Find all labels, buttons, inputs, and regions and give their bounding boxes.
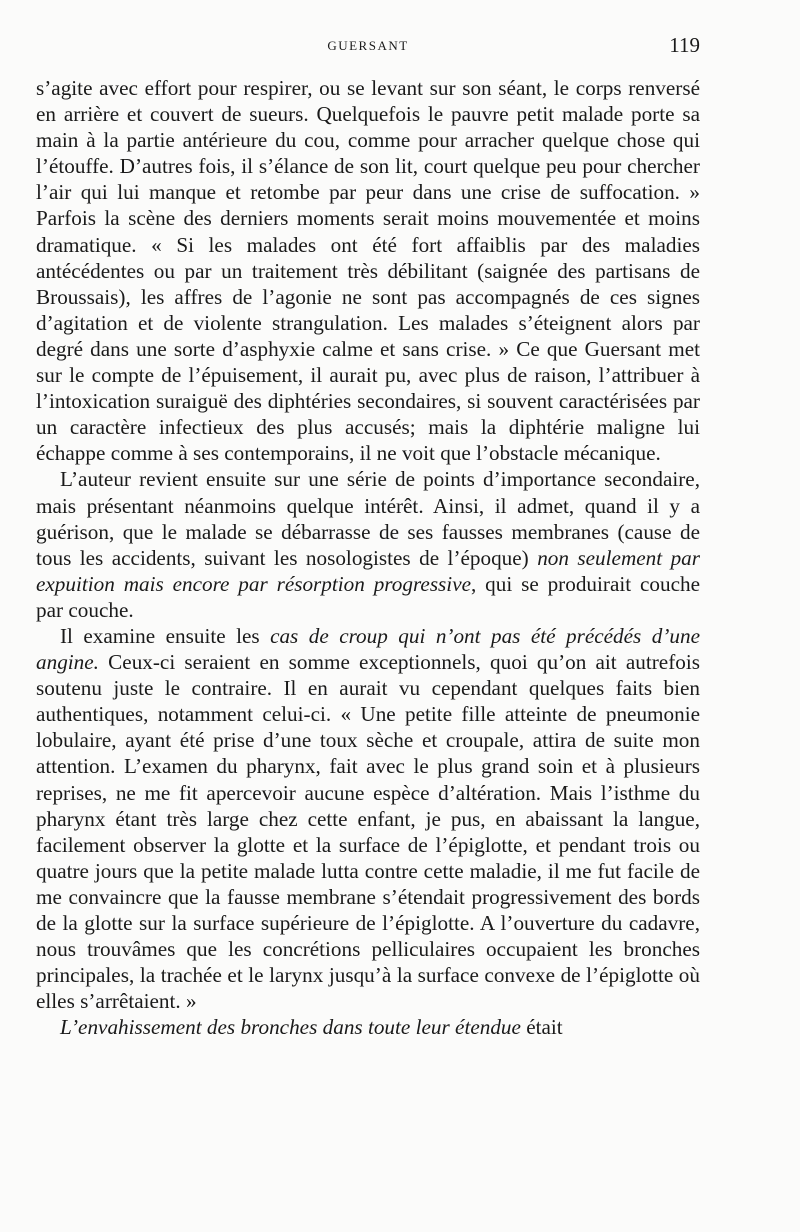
page-number: 119 <box>669 33 700 57</box>
running-title: GUERSANT <box>327 38 409 53</box>
text-run: , qui se produirait couche par couche. <box>36 571 700 622</box>
italic-run: L’envahissement des bronches dans toute leur étendue <box>60 1015 521 1040</box>
italic-run: non seulement par expuition mais encore par résorption progressive <box>36 545 700 596</box>
italic-run: cas de croup qui n’ont pas été précédés d’une angine. <box>36 623 700 675</box>
paragraph <box>36 1014 700 1040</box>
body-text <box>36 75 700 1040</box>
running-header <box>36 34 700 58</box>
paragraph <box>36 75 700 466</box>
text-run: Il examine ensuite les <box>60 623 271 648</box>
text-run: s’agite avec effort pour respirer, ou se levant sur son séant, le corps renversé en arrière et couvert de sueurs. Quelquefois le pauvre petit malade porte sa main à la partie antérieure du cou, comme pour arracher quelque chose qui l’étouffe. D’autres fois, il s’élance de son lit, court quelque peu pour chercher l’air qui lui manque et retombe par peur dans une crise de suffocation. » Parfois la scène des derniers moments serait moins mouvementée et moins dramatique. « Si les malades ont été fort affaiblis par des maladies antécédentes ou par un traitement très débilitant (saignée des partisans de Broussais), les affres de l’agonie ne sont pas accompagnés de ces signes d’agitation et de violente strangulation. Les malades s’éteignent alors par degré dans une sorte d’asphyxie calme et sans crise. » Ce que Guersant met sur le compte de l’épuisement, il aurait pu, avec plus de raison, l’attribuer à l’intoxication suraiguë des diphtéries secondaires, si souvent caractérisées par un caractère infectieux des plus accusés; mais la diphtérie maligne lui échappe comme à ses contemporains, il ne voit que l’obstacle mécanique. <box>36 76 700 466</box>
text-run: était <box>520 1015 563 1040</box>
text-run: Ceux-ci seraient en somme exceptionnels, quoi qu’on ait autrefois soutenu juste le contraire. Il en aurait vu cependant quelques faits bien authentiques, notamment celui-ci. « Une petite fille atteinte de pneumonie lobulaire, ayant été prise d’une toux sèche et croupale, attira de suite mon attention. L’examen du pharynx, fait avec le plus grand soin et à plusieurs reprises, ne me fit apercevoir aucune espèce d’altération. Mais l’isthme du pharynx étant très large chez cette enfant, je pus, en abaissant la langue, facilement observer la glotte et la surface de l’épiglotte, et pendant trois ou quatre jours que la petite malade lutta contre cette maladie, il me fut facile de me convaincre que la fausse membrane s’étendait progressivement des bords de la glotte sur la surface supérieure de l’épiglotte. A l’ouverture du cadavre, nous trouvâmes que les concrétions pelliculaires occupaient les bronches principales, la trachée et le larynx jusqu’à la surface convexe de l’épiglotte où elles s’arrêtaient. » <box>36 650 700 1014</box>
text-run: L’auteur revient ensuite sur une série de points d’importance secondaire, mais présentant néanmoins quelque intérêt. Ainsi, il admet, quand il y a guérison, que le malade se débarrasse de ses fausses membranes (cause de tous les accidents, suivant les nosologistes de l’époque) <box>36 467 700 570</box>
paragraph <box>36 466 700 623</box>
paragraph <box>36 623 700 1014</box>
